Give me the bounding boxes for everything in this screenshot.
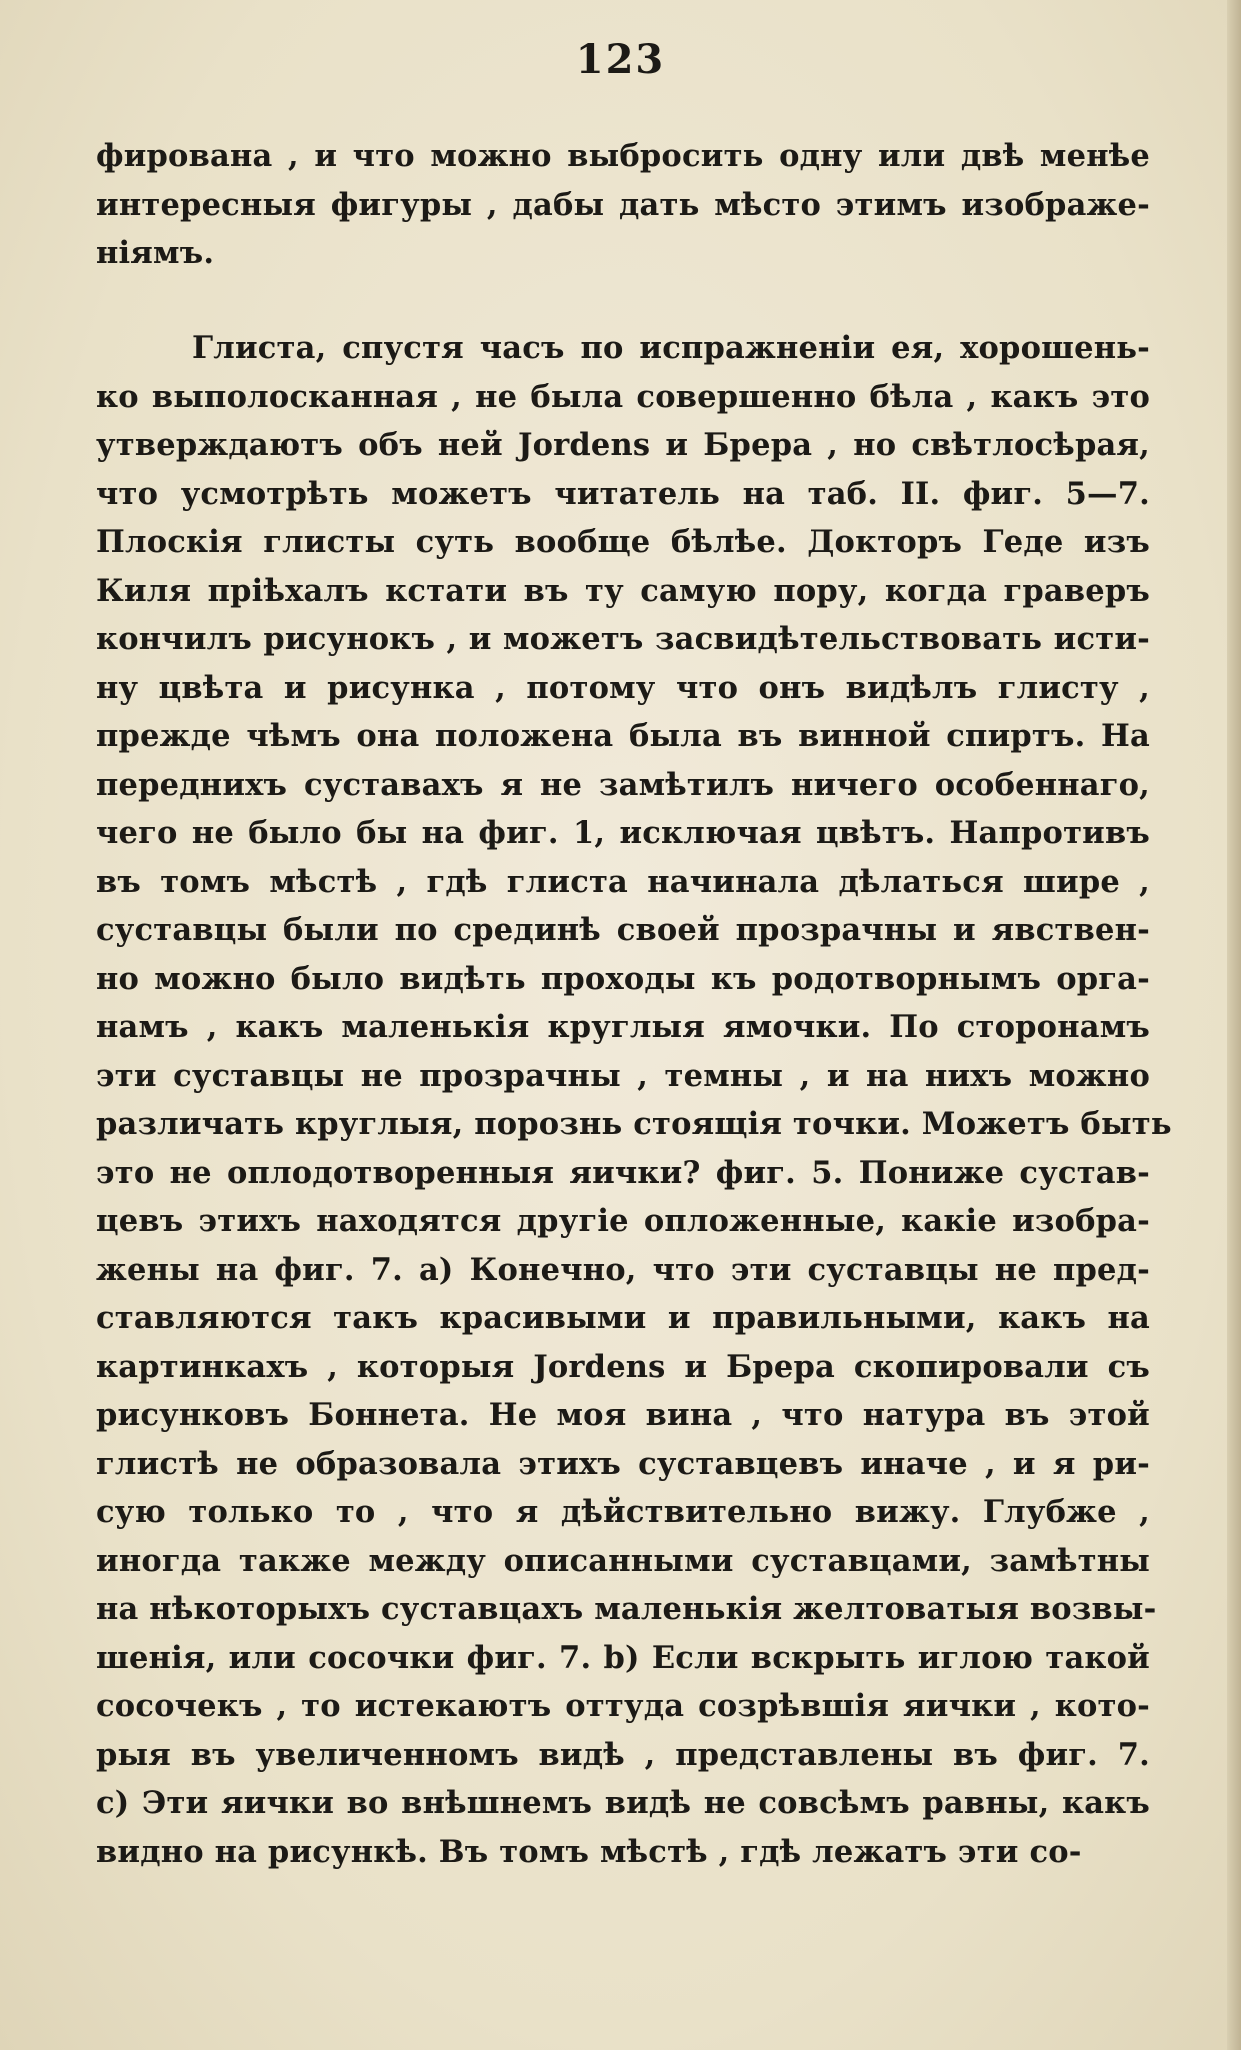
text-line: глистѣ не образовала этихъ суставцевъ иначе , и я ри- bbox=[96, 1445, 1150, 1482]
text-line: рыя въ увеличенномъ видѣ , представлены въ фиг. 7. bbox=[96, 1736, 1150, 1773]
text-line: иногда также между описанными суставцами, замѣтны bbox=[96, 1542, 1150, 1579]
text-line: жены на фиг. 7. a) Конечно, что эти суставцы не пред- bbox=[96, 1251, 1150, 1288]
text-line: фирована , и что можно выбросить одну или двѣ менѣе bbox=[96, 138, 1150, 174]
text-line: намъ , какъ маленькія круглыя ямочки. По сторонамъ bbox=[96, 1009, 1150, 1045]
page-number: 123 bbox=[575, 36, 666, 83]
text-line: Плоскія глисты суть вообще бѣлѣе. Докторъ Геде изъ bbox=[96, 524, 1150, 560]
text-line: на нѣкоторыхъ суставцахъ маленькія желтоватыя возвы- bbox=[96, 1591, 1157, 1627]
text-line: но можно было видѣть проходы къ родотворнымъ орга- bbox=[96, 960, 1150, 997]
text-line: сую только то , что я дѣйствительно вижу. Глубже , bbox=[96, 1494, 1150, 1530]
text-line: шенія, или сосочки фиг. 7. b) Если вскрыть иглою такой bbox=[96, 1639, 1150, 1676]
text-line: эти суставцы не прозрачны , темны , и на нихъ можно bbox=[96, 1057, 1150, 1094]
text-line: суставцы были по срединѣ своей прозрачны и явствен- bbox=[96, 912, 1150, 948]
page-edge bbox=[1227, 0, 1241, 2050]
paragraph-continuation bbox=[96, 132, 1150, 278]
text-line: картинкахъ , которыя Jordens и Брера скопировали съ bbox=[96, 1348, 1150, 1385]
paragraph-main bbox=[96, 324, 1172, 1876]
text-line: кончилъ рисунокъ , и можетъ засвидѣтельствовать исти- bbox=[96, 621, 1150, 657]
text-line: ніямъ. bbox=[96, 235, 215, 271]
text-line: различать круглыя, порознь стоящія точки. Можетъ быть bbox=[96, 1106, 1172, 1142]
text-line: Киля пріѣхалъ кстати въ ту самую пору, когда граверъ bbox=[96, 572, 1150, 609]
text-line: прежде чѣмъ она положена была въ винной спиртъ. На bbox=[96, 718, 1150, 754]
text-line: интересныя фигуры , дабы дать мѣсто этимъ изображе- bbox=[96, 186, 1150, 223]
text-line: Глиста, спустя часъ по испражненіи ея, хорошень- bbox=[192, 330, 1150, 366]
text-line: что усмотрѣть можетъ читатель на таб. II. фиг. 5—7. bbox=[96, 475, 1150, 512]
text-line: ну цвѣта и рисунка , потому что онъ видѣлъ глисту , bbox=[96, 669, 1150, 706]
text-line: чего не было бы на фиг. 1, исключая цвѣтъ. Напротивъ bbox=[96, 815, 1150, 851]
text-line: переднихъ суставахъ я не замѣтилъ ничего особеннаго, bbox=[96, 766, 1150, 803]
text-line: утверждаютъ объ ней Jordens и Брера , но свѣтлосѣрая, bbox=[96, 427, 1150, 463]
text-line: ко выполосканная , не была совершенно бѣла , какъ это bbox=[96, 378, 1150, 415]
text-line: сосочекъ , то истекаютъ оттуда созрѣвшія яички , кото- bbox=[96, 1688, 1150, 1724]
text-line: это не оплодотворенныя яички? фиг. 5. Пониже сустав- bbox=[96, 1154, 1150, 1191]
text-line: въ томъ мѣстѣ , гдѣ глиста начинала дѣлаться шире , bbox=[96, 863, 1150, 900]
text-line: цевъ этихъ находятся другіе опложенные, какіе изобра- bbox=[96, 1203, 1150, 1239]
text-line: видно на рисункѣ. Въ томъ мѣстѣ , гдѣ лежатъ эти со- bbox=[96, 1833, 1082, 1870]
text-line: c) Эти яички во внѣшнемъ видѣ не совсѣмъ равны, какъ bbox=[96, 1785, 1150, 1821]
text-line: рисунковъ Боннета. Не моя вина , что натура въ этой bbox=[96, 1397, 1150, 1433]
text-line: ставляются такъ красивыми и правильными, какъ на bbox=[96, 1300, 1150, 1336]
